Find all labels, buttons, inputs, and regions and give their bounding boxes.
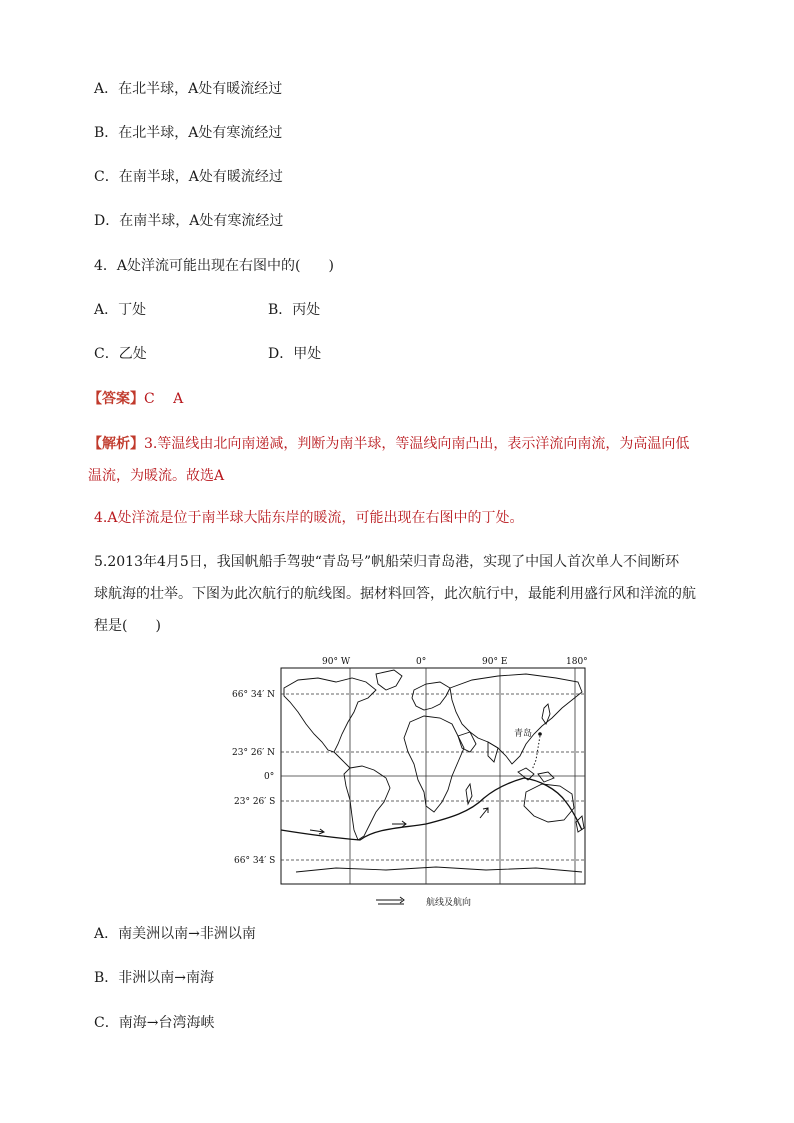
answer-value: C A bbox=[144, 391, 184, 407]
q3-option-d: D．在南半球，A处有寒流经过 bbox=[94, 213, 284, 229]
lat-label-23s: 23° 26′ S bbox=[234, 797, 276, 807]
route-line bbox=[281, 778, 582, 840]
q5-line-1: 5.2013年4月5日，我国帆船手驾驶“青岛号”帆船荣归青岛港，实现了中国人首次单人不间断环 bbox=[94, 554, 680, 570]
asia-outline bbox=[450, 674, 582, 764]
route-dotted-segment bbox=[532, 736, 540, 770]
q5-line-3: 程是( ) bbox=[94, 618, 161, 634]
analysis-q4: 4.A处洋流是位于南半球大陆东岸的暖流，可能出现在右图中的丁处。 bbox=[94, 510, 524, 526]
new-guinea-outline bbox=[538, 772, 554, 782]
lon-label-90e: 90° E bbox=[482, 657, 508, 667]
q5-option-b: B．非洲以南→南海 bbox=[94, 970, 215, 986]
qingdao-marker bbox=[538, 732, 542, 736]
map-legend bbox=[376, 896, 471, 908]
lon-label-180: 180° bbox=[566, 657, 588, 667]
lon-label-90w: 90° W bbox=[322, 657, 351, 667]
q5-option-c: C．南海→台湾海峡 bbox=[94, 1015, 215, 1031]
lat-label-23n: 23° 26′ N bbox=[232, 748, 276, 758]
analysis-label: 【解析】 bbox=[88, 436, 144, 452]
answer-label: 【答案】 bbox=[88, 391, 144, 407]
q3-option-b: B．在北半球，A处有寒流经过 bbox=[94, 125, 283, 141]
q5-stem bbox=[94, 548, 714, 640]
africa-outline bbox=[404, 716, 464, 812]
analysis-line-1: 3.等温线由北向南递减，判断为南半球，等温线向南凸出，表示洋流向南流，为高温向低 bbox=[144, 436, 690, 452]
route-arrow-2 bbox=[392, 821, 406, 827]
north-america-outline bbox=[284, 678, 376, 752]
q4-option-c: C．乙处 bbox=[94, 346, 147, 362]
q5-line-2: 球航海的壮举。下图为此次航行的航线图。据材料回答，此次航行中，最能利用盛行风和洋流的航 bbox=[94, 586, 696, 602]
greenland-outline bbox=[376, 670, 402, 690]
qingdao-label: 青岛 bbox=[514, 729, 533, 739]
analysis-line-2: 温流，为暖流。故选A bbox=[88, 468, 225, 484]
analysis-block bbox=[88, 430, 708, 490]
lat-label-66s: 66° 34′ S bbox=[234, 856, 276, 866]
lon-label-0: 0° bbox=[416, 657, 427, 667]
continent-outlines bbox=[284, 670, 584, 872]
route-arrow-1 bbox=[310, 829, 324, 834]
q4-stem: 4．A处洋流可能出现在右图中的( ) bbox=[94, 258, 334, 274]
route-arrow-3 bbox=[480, 808, 488, 818]
route-map bbox=[226, 652, 606, 914]
q4-option-b: B．丙处 bbox=[268, 302, 321, 318]
q3-option-a: A．在北半球，A处有暖流经过 bbox=[94, 81, 283, 97]
answer-line bbox=[88, 389, 183, 409]
south-america-outline bbox=[344, 766, 390, 840]
central-america-outline bbox=[334, 752, 350, 768]
europe-outline bbox=[412, 682, 450, 710]
q5-option-a: A．南美洲以南→非洲以南 bbox=[94, 926, 256, 942]
q4-option-d: D．甲处 bbox=[268, 346, 322, 362]
new-zealand-outline bbox=[576, 816, 584, 832]
antarctica-outline bbox=[296, 867, 582, 872]
lat-label-equator: 0° bbox=[264, 772, 275, 782]
legend-label: 航线及航向 bbox=[426, 898, 472, 908]
lat-label-66n: 66° 34′ N bbox=[232, 690, 276, 700]
q4-option-a: A．丁处 bbox=[94, 302, 147, 318]
legend-route-symbol bbox=[376, 897, 404, 904]
q3-option-c: C．在南半球，A处有暖流经过 bbox=[94, 169, 283, 185]
